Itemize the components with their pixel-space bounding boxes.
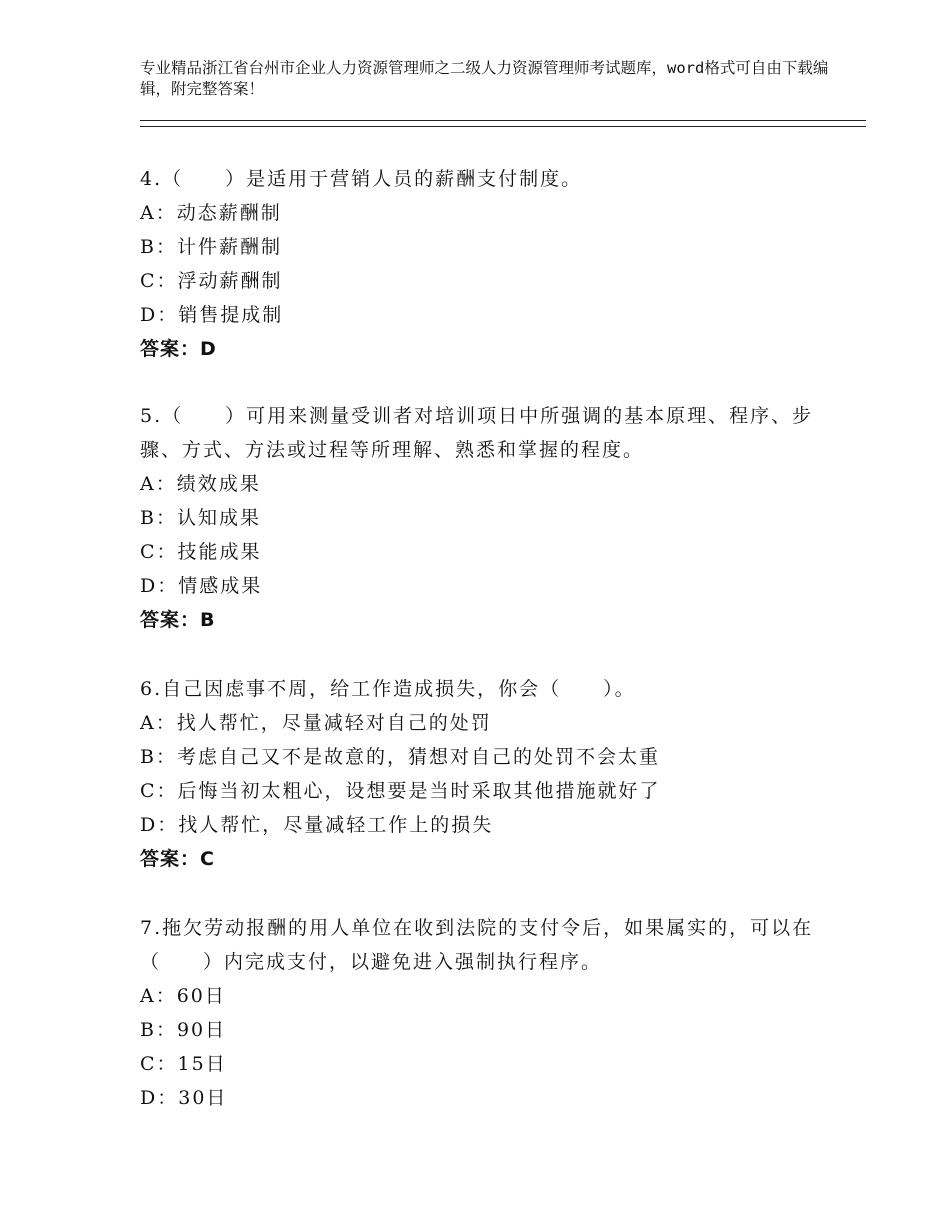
option-c: C：浮动薪酬制: [140, 270, 283, 292]
answer-label: 答案：C: [140, 848, 215, 870]
option-b: B：90日: [140, 1019, 227, 1041]
question-stem: 7.拖欠劳动报酬的用人单位在收到法院的支付令后，如果属实的，可以在（ ）内完成支付，以避免进入强制执行程序。: [140, 917, 814, 973]
option-a: A：绩效成果: [140, 473, 261, 495]
option-a: A：找人帮忙，尽量减轻对自己的处罚: [140, 712, 492, 734]
option-b: B：认知成果: [140, 507, 261, 529]
question-4: [140, 162, 830, 366]
answer-label: 答案：D: [140, 338, 217, 360]
option-c: C：技能成果: [140, 541, 262, 563]
document-header: 专业精品浙江省台州市企业人力资源管理师之二级人力资源管理师考试题库，word格式可自由下载编辑，附完整答案！: [140, 59, 829, 98]
option-a: A：60日: [140, 985, 226, 1007]
option-c: C：后悔当初太粗心，设想要是当时采取其他措施就好了: [140, 780, 661, 802]
question-7: [140, 911, 830, 1115]
option-d: D：30日: [140, 1087, 228, 1109]
option-c: C：15日: [140, 1053, 227, 1075]
question-stem: 4.（ ）是适用于营销人员的薪酬支付制度。: [140, 168, 583, 190]
answer-label: 答案：B: [140, 609, 216, 631]
question-5: [140, 399, 830, 637]
option-d: D：找人帮忙，尽量减轻工作上的损失: [140, 814, 494, 836]
option-a: A：动态薪酬制: [140, 202, 282, 224]
header-divider: [140, 120, 866, 127]
option-d: D：销售提成制: [140, 304, 284, 326]
question-6: [140, 672, 830, 876]
option-b: B：考虑自己又不是故意的，猜想对自己的处罚不会太重: [140, 746, 660, 768]
question-stem: 5.（ ）可用来测量受训者对培训项日中所强调的基本原理、程序、步骤、方式、方法或过程等所理解、熟悉和掌握的程度。: [140, 405, 814, 461]
option-d: D：情感成果: [140, 575, 263, 597]
option-b: B：计件薪酬制: [140, 236, 282, 258]
question-stem: 6.自己因虑事不周，给工作造成损失，你会（ ）。: [140, 678, 636, 700]
